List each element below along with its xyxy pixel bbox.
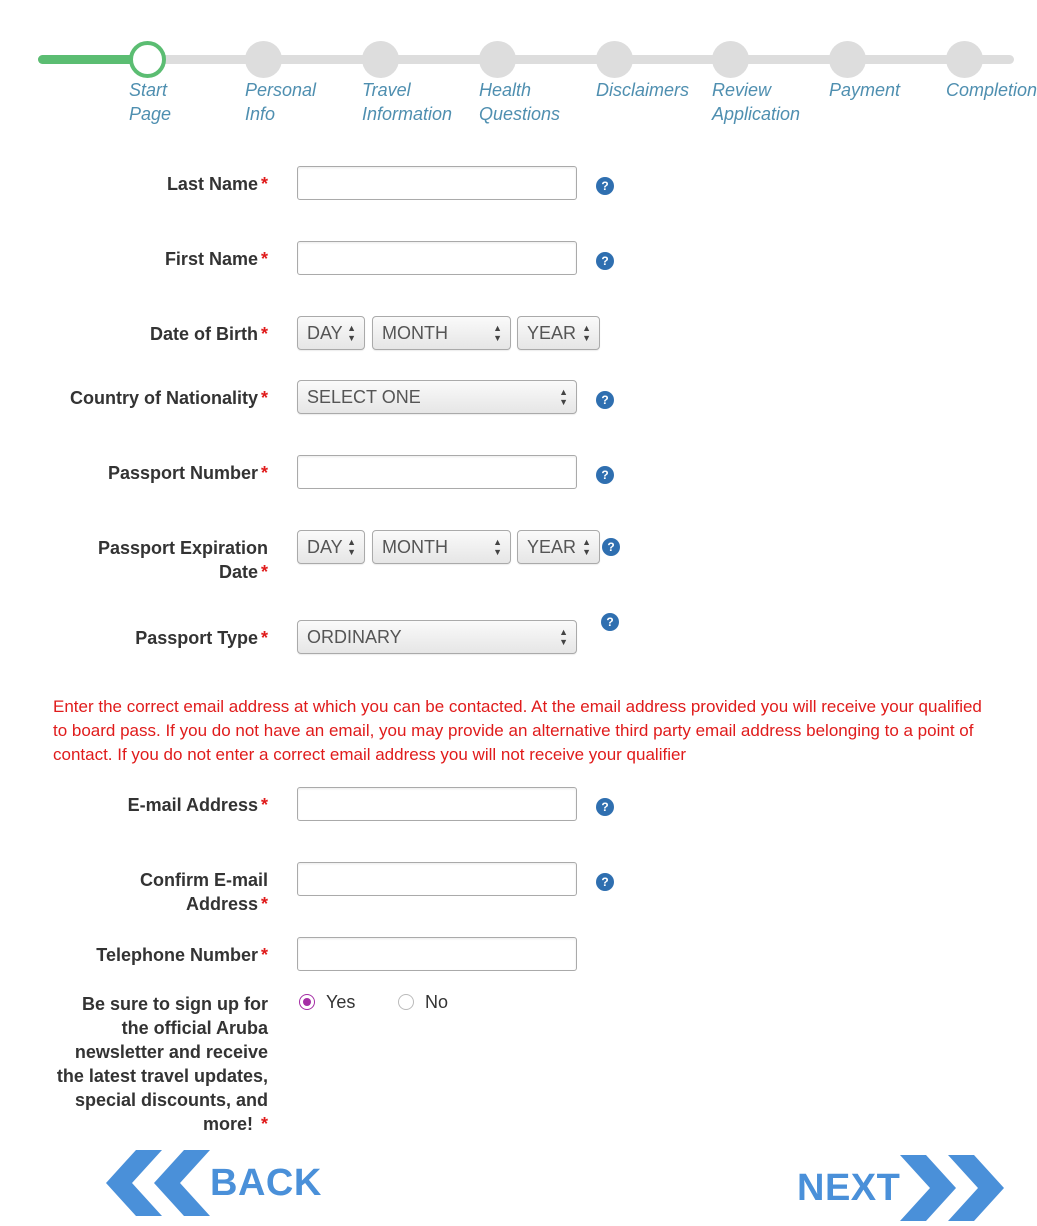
telephone-input[interactable]: [297, 937, 577, 971]
step-label-review-application[interactable]: Review Application: [712, 80, 801, 124]
next-button[interactable]: [797, 1155, 1004, 1221]
confirm-email-label: Confirm E-mail Address *: [139, 870, 268, 914]
step-dot-review-application: [712, 41, 749, 78]
nationality-help-icon[interactable]: ?: [596, 391, 614, 409]
dob-day-select[interactable]: DAY ▲ ▼: [297, 316, 365, 350]
dob-year-select[interactable]: YEAR ▲ ▼: [517, 316, 600, 350]
newsletter-no-label: No: [425, 991, 449, 1012]
passport-exp-day-select[interactable]: DAY ▲ ▼: [297, 530, 365, 564]
passport-exp-year-select[interactable]: YEAR ▲ ▼: [517, 530, 600, 564]
passport-number-label: Passport Number *: [107, 463, 268, 483]
first-name-label: First Name *: [164, 249, 268, 269]
passport-number-input[interactable]: [297, 455, 577, 489]
first-name-input[interactable]: [297, 241, 577, 275]
email-warning-text: Enter the correct email address at which you can be contacted. At the email address provided you will receive your qualified to board pass. If you do not have an email, you may provide an alternative third party email address belonging to a point of contact. If you do not enter a correct email address you will not receive your qualifier: [53, 697, 982, 764]
progress-track: [38, 55, 1014, 64]
double-chevron-right-icon: [900, 1155, 1004, 1221]
nationality-select[interactable]: SELECT ONE ▲ ▼: [297, 380, 577, 414]
passport-type-select[interactable]: ORDINARY ▲ ▼: [297, 620, 577, 654]
email-input[interactable]: [297, 787, 577, 821]
passport-type-label: Passport Type *: [135, 628, 268, 648]
step-label-personal-info[interactable]: Personal Info: [245, 80, 317, 124]
last-name-input[interactable]: [297, 166, 577, 200]
next-button-label: NEXT: [797, 1166, 901, 1209]
confirm-email-help-icon[interactable]: ?: [596, 873, 614, 891]
step-label-completion[interactable]: Completion: [946, 80, 1037, 100]
nationality-label: Country of Nationality *: [69, 388, 268, 408]
confirm-email-input[interactable]: [297, 862, 577, 896]
step-label-travel-information[interactable]: Travel Information: [362, 80, 453, 124]
passport-expiration-label: Passport Expiration Date *: [97, 538, 268, 582]
last-name-label: Last Name *: [166, 174, 268, 194]
step-label-payment[interactable]: Payment: [829, 80, 901, 100]
last-name-help-icon[interactable]: ?: [596, 177, 614, 195]
step-dot-payment: [829, 41, 866, 78]
telephone-label: Telephone Number *: [96, 945, 268, 965]
passport-type-help-icon[interactable]: ?: [601, 613, 619, 631]
step-dot-health-questions: [479, 41, 516, 78]
first-name-help-icon[interactable]: ?: [596, 252, 614, 270]
step-dot-personal-info: [245, 41, 282, 78]
step-label-start-page[interactable]: Start Page: [129, 80, 172, 124]
back-button-label: BACK: [210, 1161, 322, 1204]
newsletter-yes-label: Yes: [326, 991, 356, 1012]
step-dot-completion: [946, 41, 983, 78]
back-button[interactable]: [106, 1150, 322, 1216]
dob-month-select[interactable]: MONTH ▲ ▼: [372, 316, 511, 350]
passport-expiration-help-icon[interactable]: ?: [602, 538, 620, 556]
step-label-disclaimers[interactable]: Disclaimers: [596, 80, 690, 100]
passport-number-help-icon[interactable]: ?: [596, 466, 614, 484]
double-chevron-left-icon: [106, 1150, 210, 1216]
newsletter-yes-option[interactable]: [299, 990, 355, 1014]
newsletter-label: Be sure to sign up for the official Aruba newsletter and receive the latest travel updates, special discounts, and more! *: [56, 994, 268, 1134]
step-dot-disclaimers: [596, 41, 633, 78]
newsletter-no-radio[interactable]: [398, 994, 414, 1010]
newsletter-yes-radio[interactable]: [299, 994, 315, 1010]
step-dot-start-page: [129, 41, 166, 78]
email-label: E-mail Address *: [127, 795, 268, 815]
email-help-icon[interactable]: ?: [596, 798, 614, 816]
newsletter-no-option[interactable]: [398, 990, 448, 1014]
dob-label: Date of Birth *: [149, 324, 268, 344]
step-label-health-questions[interactable]: Health Questions: [479, 80, 561, 124]
step-dot-travel-information: [362, 41, 399, 78]
passport-exp-month-select[interactable]: MONTH ▲ ▼: [372, 530, 511, 564]
